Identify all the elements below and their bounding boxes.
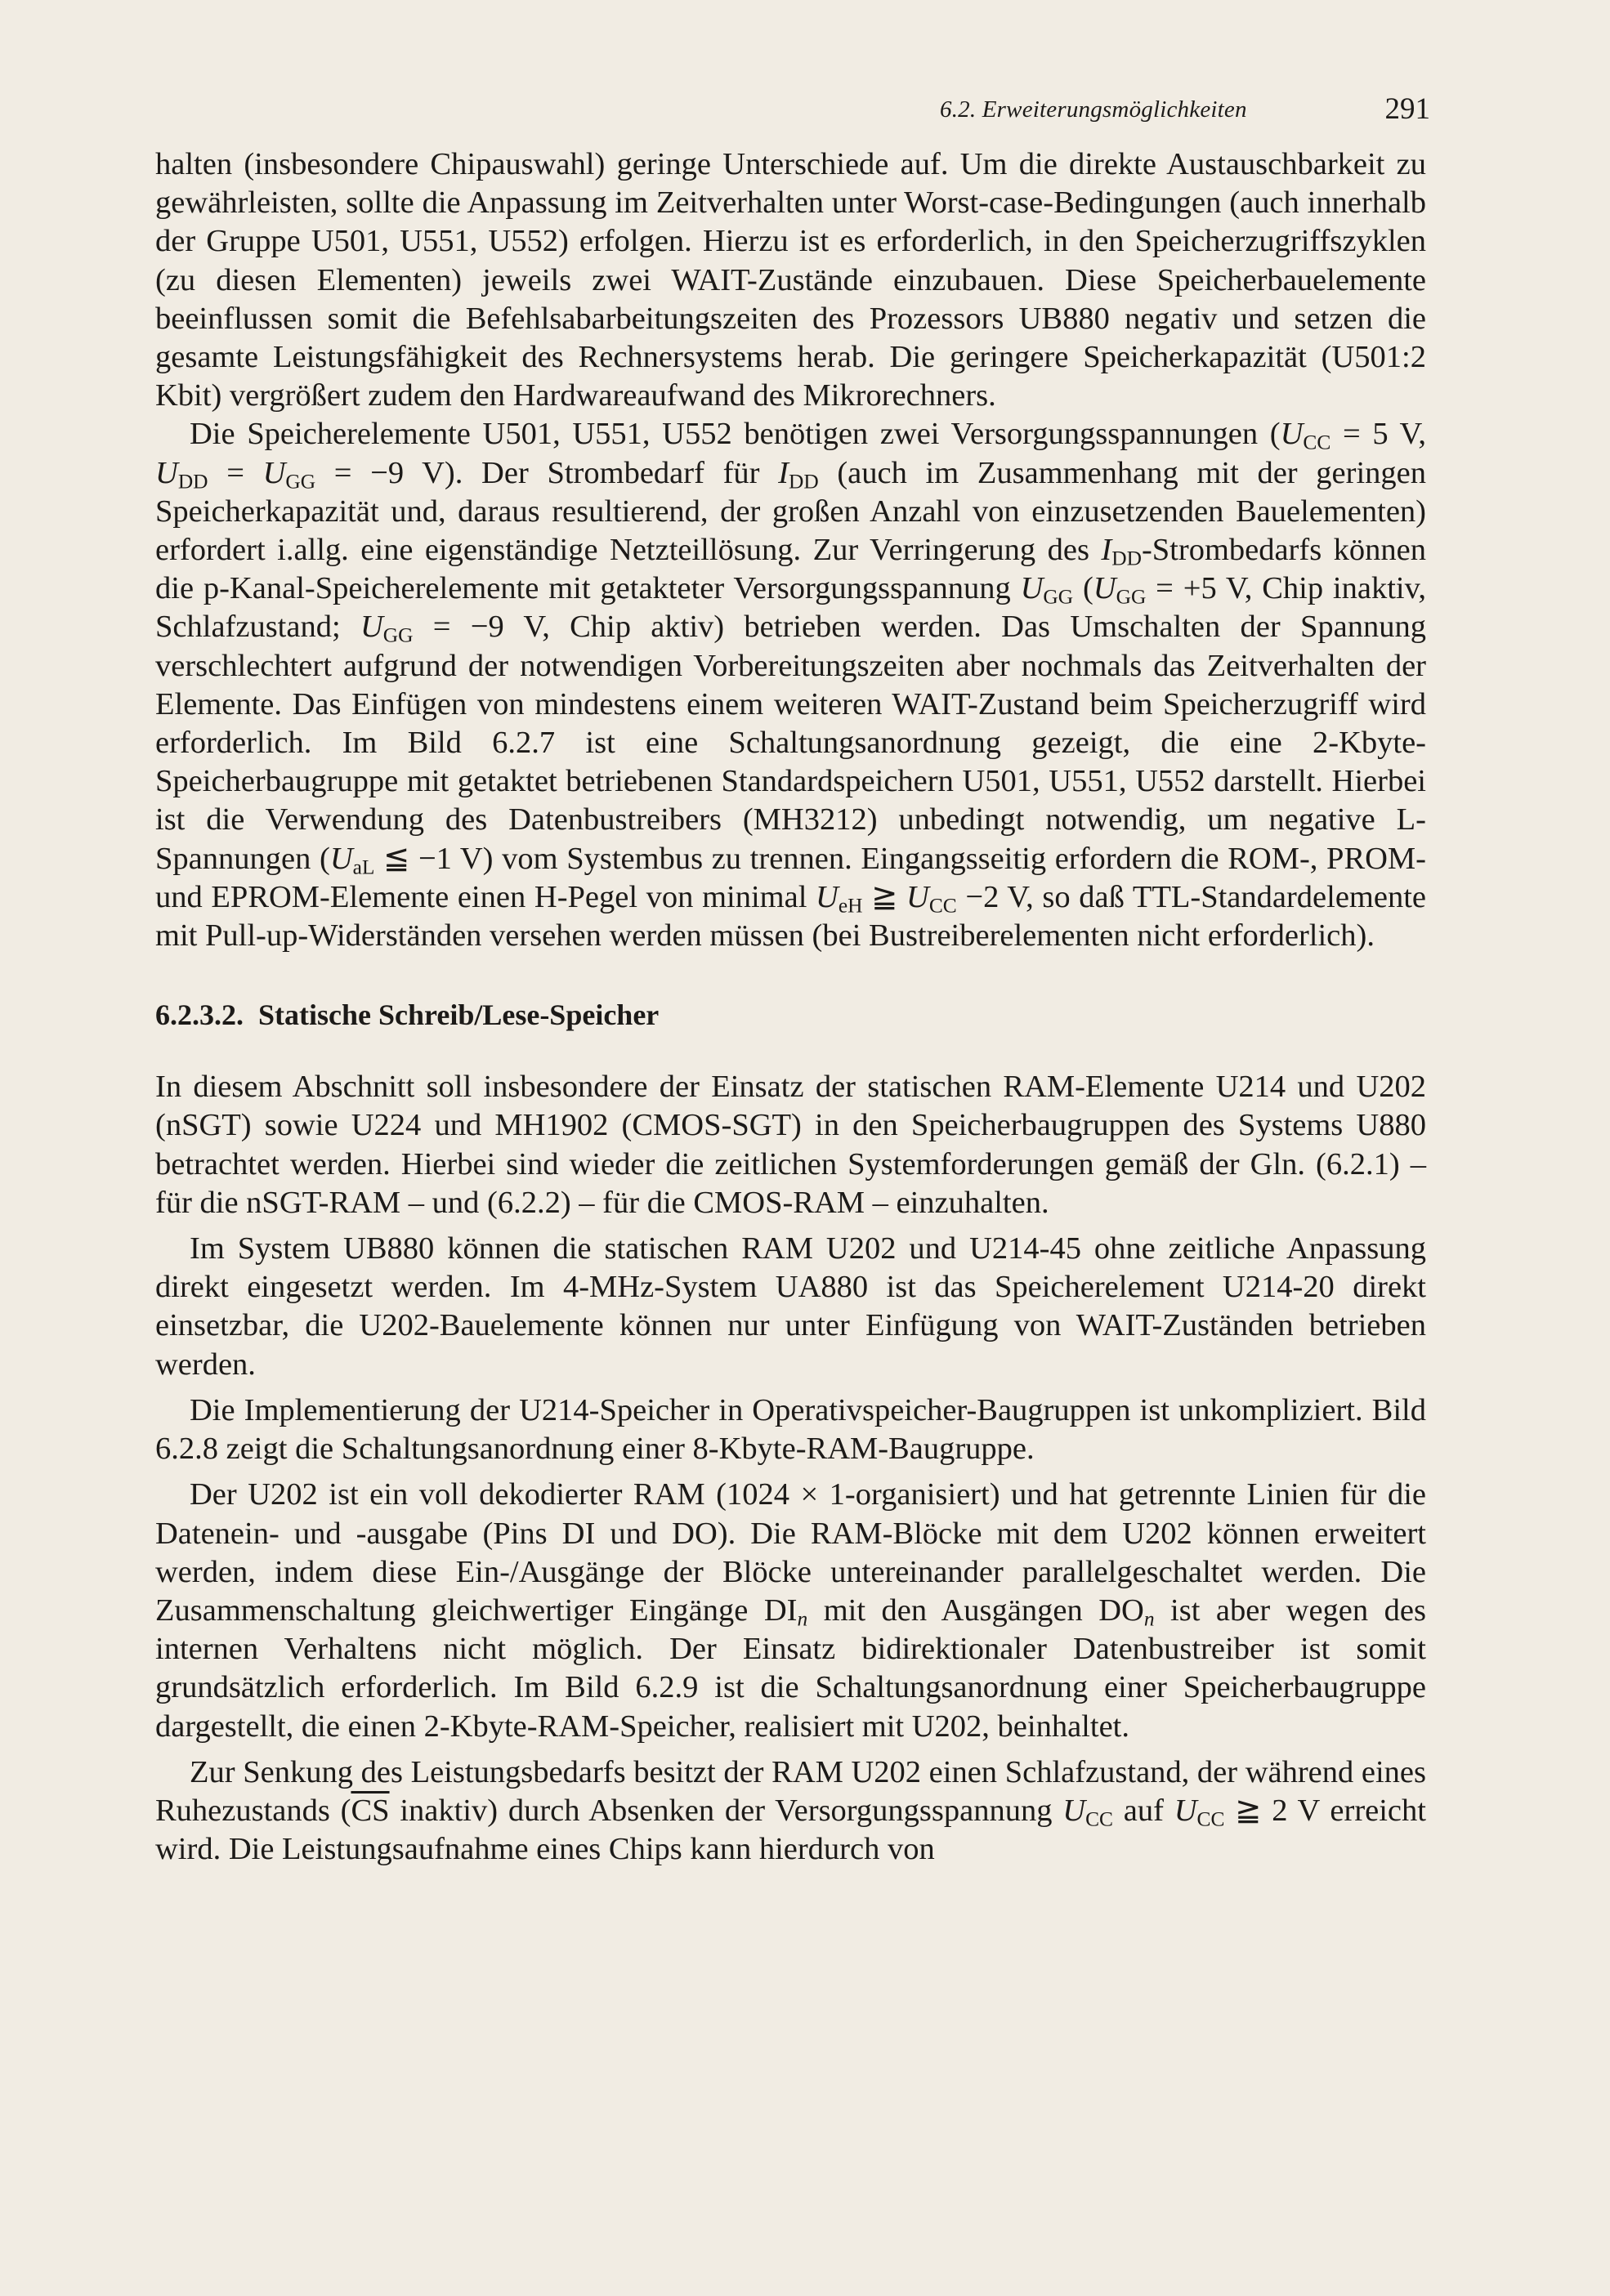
paragraph-3: In diesem Abschnitt soll insbesondere der Einsatz der statischen RAM-Elemente U214 und U202 (nSGT) sowie U224 und MH1902 (CMOS-SGT) in den Speicherbaugruppen des Systems U880 betrachtet werden. Hierbei sind wieder die zeitlichen Systemforderungen gemäß der Gln. (6.2.1) – für die nSGT-RAM – und (6.2.2) – für die CMOS-RAM – einzuhalten. <box>155 1070 1426 1220</box>
page-header <box>940 92 1430 132</box>
section-heading <box>155 996 1426 1034</box>
paragraph-1: halten (insbesondere Chipauswahl) geringe Unterschiede auf. Um die direkte Austauschbarkeit zu gewährleisten, sollte die Anpassung im Zeitverhalten unter Worst-case-Bedingungen (auch innerhalb der Gruppe U501, U551, U552) erfolgen. Hierzu ist es erforderlich, in den Speicherzugriffszyklen (zu diesen Elementen) jeweils zwei WAIT-Zustände einzubauen. Diese Speicherbauelemente beeinflussen somit die Befehlsabarbeitungszeiten des Prozessors UB880 negativ und setzen die gesamte Leistungsfähigkeit des Rechnersystems herab. Die geringere Speicherkapazität (U501:2 Kbit) vergrößert zudem den Hardwareaufwand des Mikrorechners. <box>155 147 1426 413</box>
paragraph-2: Die Speicherelemente U501, U551, U552 benötigen zwei Versorgungsspannungen ($U_{CC} = 5$ V, $U_{DD} = U_{GG} = -9$ V). Der Strombedarf für $I_{DD}$ (auch im Zusammenhang mit der geringen Speicherkapazität und, daraus resultierend, der großen Anzahl von einzusetzenden Bauelementen) erfordert i.allg. eine eigenständige Netzteillösung. Zur Verringerung des $I_{DD}$-Strombedarfs können die p-Kanal-Speicherelemente mit getakteter Versorgungsspannung $U_{GG}$ ($U_{GG} = +5$ V, Chip inaktiv, Schlafzustand; $U_{GG} = -9$ V, Chip aktiv) betrieben werden. Das Umschalten der Spannung verschlechtert aufgrund der notwendigen Vorbereitungszeiten aber nochmals das Zeitverhalten der Elemente. Das Einfügen von mindestens einem weiteren WAIT-Zustand beim Speicherzugriff wird erforderlich. Im Bild 6.2.7 ist eine Schaltungsanordnung gezeigt, die eine 2-Kbyte-Speicherbaugruppe mit getaktet betriebenen Standardspeichern U501, U551, U552 darstellt. Hierbei ist die Verwendung des Datenbustreibers (MH3212) unbedingt notwendig, um negative L-Spannungen ($U_{aL}$ ≦ −1 V) vom Systembus zu trennen. Eingangsseitig erfordern die ROM-, PROM- und EPROM-Elemente einen H-Pegel von minimal $U_{eH}$ ≧ $U_{CC} -2$ V, so daß TTL-Standardelemente mit Pull-up-Widerständen versehen werden müssen (bei Bustreiberelementen nicht erforderlich). <box>155 417 1426 954</box>
paragraph-7: Zur Senkung des Leistungsbedarfs besitzt der RAM U202 einen Schlafzustand, der während eines Ruhezustands ($\overline{CS}$ inaktiv) durch Absenken der Versorgungsspannung $U_{CC}$ auf $U_{CC}$ ≧ 2 V erreicht wird. Die Leistungsaufnahme eines Chips kann hierdurch von <box>155 1754 1426 1867</box>
page-number: 291 <box>1384 92 1430 126</box>
section-title: Statische Schreib/Lese-Speicher <box>258 998 660 1032</box>
section-number: 6.2.3.2. <box>155 998 244 1032</box>
paragraph-5: Die Implementierung der U214-Speicher in Operativspeicher-Baugruppen ist unkompliziert. Bild 6.2.8 zeigt die Schaltungsanordnung einer 8-Kbyte-RAM-Baugruppe. <box>155 1392 1426 1467</box>
paragraph-4: Im System UB880 können die statischen RAM U202 und U214-45 ohne zeitliche Anpassung direkt eingesetzt werden. Im 4-MHz-System UA880 ist das Speicherelement U214-20 direkt einsetzbar, die U202-Bauelemente können nur unter Einfügung von WAIT-Zuständen betrieben werden. <box>155 1231 1426 1382</box>
page-body <box>155 145 1426 1869</box>
paragraph-6: Der U202 ist ein voll dekodierter RAM (1024 × 1-organisiert) und hat getrennte Linien für die Datenein- und -ausgabe (Pins DI und DO). Die RAM-Blöcke mit dem U202 können erweitert werden, indem diese Ein-/Ausgänge der Blöcke untereinander parallelgeschaltet werden. Die Zusammenschaltung gleichwertiger Eingänge $DI_n$ mit den Ausgängen $DO_n$ ist aber wegen des internen Verhaltens nicht möglich. Der Einsatz bidirektionaler Datenbustreiber ist somit grundsätzlich erforderlich. Im Bild 6.2.9 ist die Schaltungsanordnung einer Speicherbaugruppe dargestellt, die einen 2-Kbyte-RAM-Speicher, realisiert mit U202, beinhaltet. <box>155 1477 1426 1744</box>
running-head: 6.2. Erweiterungsmöglichkeiten <box>940 96 1247 123</box>
